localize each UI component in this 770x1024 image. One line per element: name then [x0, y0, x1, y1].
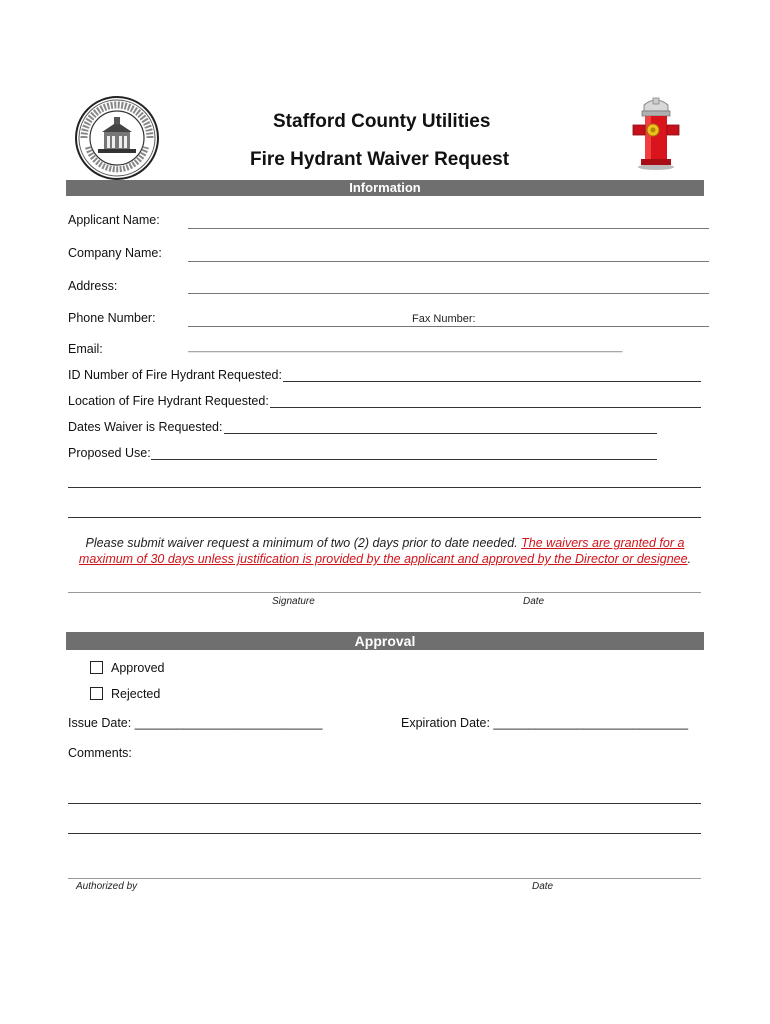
hydrant-location-field[interactable]	[270, 407, 701, 408]
company-name-label: Company Name:	[68, 246, 162, 260]
approved-checkbox[interactable]	[90, 661, 103, 674]
authorized-by-line[interactable]	[68, 878, 701, 879]
hydrant-id-label: ID Number of Fire Hydrant Requested:	[68, 368, 282, 382]
proposed-use-label: Proposed Use:	[68, 446, 151, 460]
section-bar-information: Information	[66, 180, 704, 196]
company-name-field[interactable]	[188, 261, 709, 262]
expiration-date-field[interactable]: Expiration Date: ____________________________	[401, 716, 689, 730]
applicant-name-label: Applicant Name:	[68, 213, 160, 227]
notice-highlight: The waivers are granted for a maximum of 30 days unless justification is provided by the applicant and approved by the Director or designee	[78, 536, 688, 566]
signature-line[interactable]	[68, 592, 701, 593]
hydrant-id-field[interactable]	[283, 381, 701, 382]
phone-number-label: Phone Number:	[68, 311, 156, 325]
authorized-by-label: Authorized by	[76, 881, 138, 892]
rejected-label: Rejected	[111, 687, 161, 701]
issue-date-field[interactable]: Issue Date: ___________________________	[68, 716, 323, 730]
proposed-use-field-line-2[interactable]	[68, 487, 701, 488]
fire-hydrant-icon	[628, 97, 684, 171]
email-field[interactable]: _______________________________________________________________________	[188, 341, 623, 353]
phone-fax-field[interactable]	[188, 326, 709, 327]
dates-requested-field[interactable]	[224, 433, 657, 434]
section-bar-approval: Approval	[66, 632, 704, 650]
notice-text: Please submit waiver request a minimum of two (2) days prior to date needed.	[85, 536, 522, 550]
approved-label: Approved	[111, 661, 165, 675]
applicant-name-field[interactable]	[188, 228, 709, 229]
signature-date-label: Date	[523, 596, 545, 607]
form-title: Fire Hydrant Waiver Request	[250, 149, 510, 170]
comments-label: Comments:	[68, 746, 132, 760]
fax-number-label: Fax Number:	[412, 313, 476, 325]
dates-requested-label: Dates Waiver is Requested:	[68, 420, 223, 434]
email-label: Email:	[68, 342, 103, 356]
notice-end: .	[687, 552, 692, 566]
proposed-use-field[interactable]	[151, 459, 657, 460]
submission-notice	[66, 535, 704, 567]
authorized-date-label: Date	[532, 881, 554, 892]
address-field[interactable]	[188, 293, 709, 294]
comments-field-line-1[interactable]	[68, 803, 701, 804]
county-seal-icon	[74, 95, 160, 181]
address-label: Address:	[68, 279, 118, 293]
org-title: Stafford County Utilities	[273, 111, 491, 132]
proposed-use-field-line-3[interactable]	[68, 517, 701, 518]
comments-field-line-2[interactable]	[68, 833, 701, 834]
rejected-checkbox[interactable]	[90, 687, 103, 700]
hydrant-location-label: Location of Fire Hydrant Requested:	[68, 394, 269, 408]
signature-label: Signature	[272, 596, 315, 607]
